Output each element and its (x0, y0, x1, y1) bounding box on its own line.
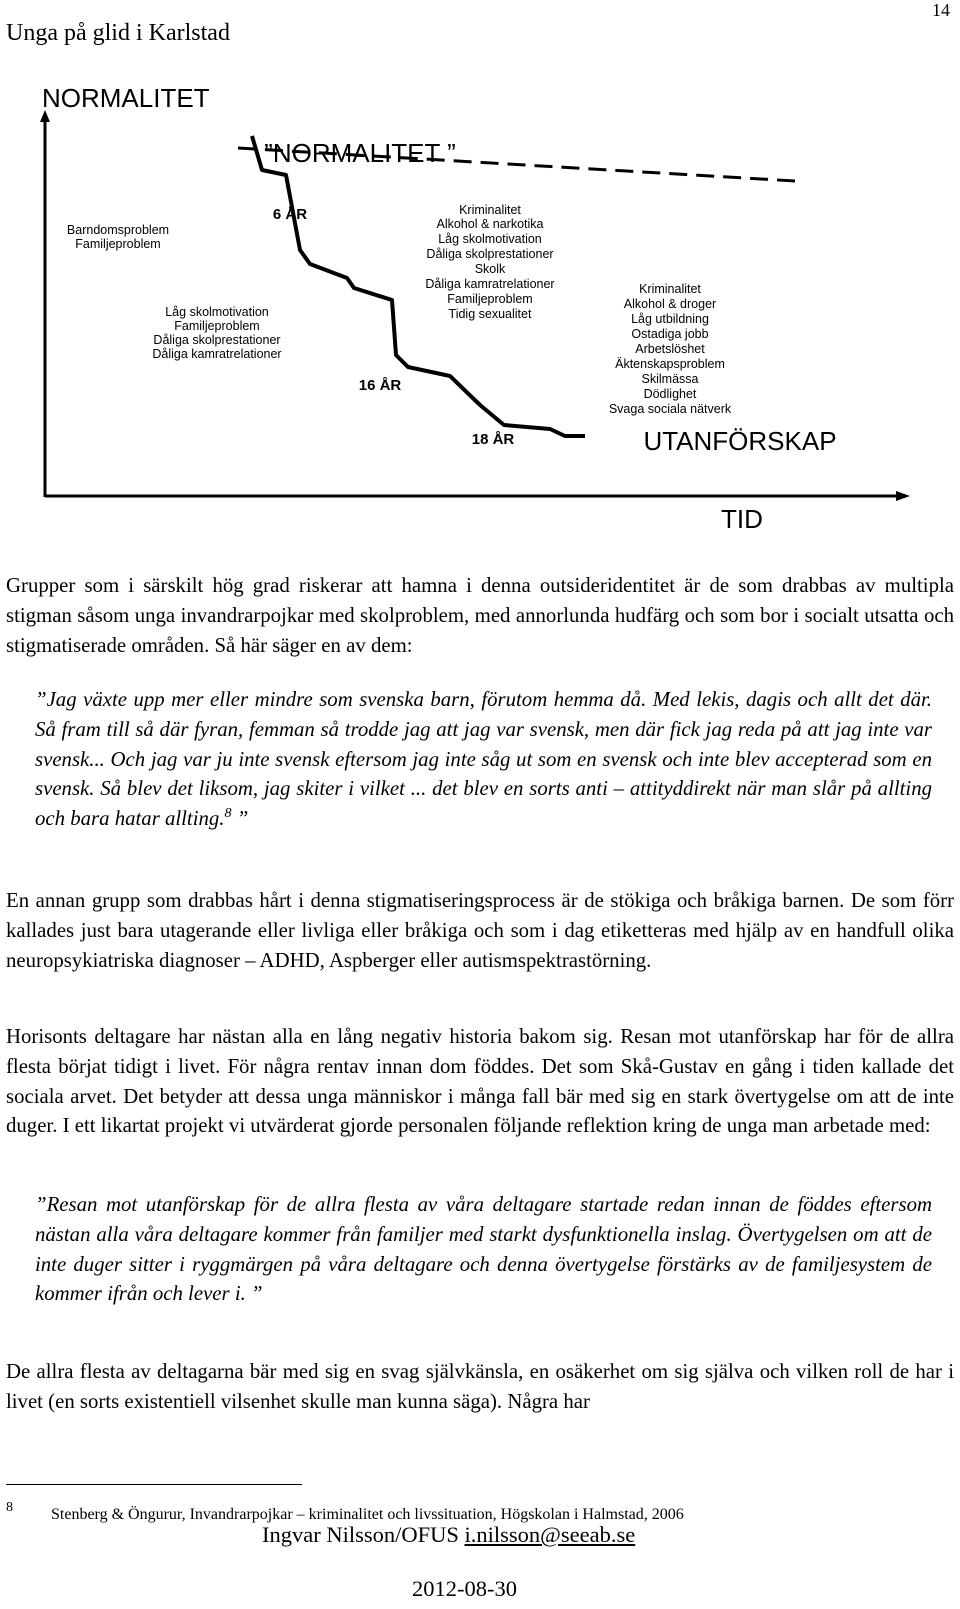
footnote-number: 8 (6, 1500, 13, 1515)
age6-problem: Dåliga kamratrelationer (152, 347, 282, 361)
utanforskap-label: UTANFÖRSKAP (643, 426, 837, 456)
inner-normality-label: ”NORMALITET ” (264, 138, 456, 168)
adult-problem: Ostadiga jobb (631, 327, 709, 341)
quote-staff-reflection: ”Resan mot utanförskap för de allra flesta av våra deltagare startade redan innan de föddes eftersom nästan alla våra deltagare kommer från familjer med starkt dysfunktionella inslag. Övertygelsen om att de inte duger sitter i ryggmärgen på våra deltagare och denna övertygelse förstärks av de familjesystem de kommer ifrån och lever i. ” (35, 1193, 932, 1306)
age16-problem: Tidig sexualitet (448, 307, 532, 321)
adult-problem: Alkohol & droger (623, 297, 717, 311)
paragraph-multiple-stigma: Grupper som i särskilt hög grad riskerar att hamna i denna outsideridentitet är de som drabbas av multipla stigman såsom unga invandrarpojkar med skolproblem, med annorlunda hudfärg och som bor i socialt utsatta och stigmatiserade områden. Så här säger en av dem: (6, 574, 954, 657)
age16-problems-list (425, 203, 554, 321)
footnote-separator (6, 1484, 302, 1485)
age-18-label: 18 ÅR (471, 431, 515, 448)
page-number: 14 (932, 0, 950, 20)
age6-problem: Låg skolmotivation (165, 305, 269, 319)
normality-exclusion-diagram (30, 80, 910, 560)
x-axis-arrow (896, 491, 910, 501)
age16-problem: Familjeproblem (447, 292, 533, 306)
footer-date: 2012-08-30 (412, 1576, 517, 1601)
age16-problem: Kriminalitet (459, 203, 521, 217)
document-header-title: Unga på glid i Karlstad (6, 20, 230, 46)
paragraph-restless-children: En annan grupp som drabbas hårt i denna stigmatiseringsprocess är de stökiga och bråkiga barnen. De som förr kallades just bara utagerande eller livliga eller bråkiga och som i dag etiketteras med hjälp av en handfull olika neuropsykiatriska diagnoser – ADHD, Aspberger eller autismspektrastörning. (6, 889, 954, 972)
age16-problem: Dåliga skolprestationer (426, 247, 554, 261)
outer-normality-label: NORMALITET (42, 83, 210, 113)
age6-problem: Dåliga skolprestationer (153, 333, 281, 347)
early-problem: Barndomsproblem (66, 223, 170, 237)
adult-problem: Svaga sociala nätverk (608, 402, 732, 416)
time-axis-label: TID (721, 504, 763, 534)
adult-problem: Arbetslöshet (635, 342, 705, 356)
age6-problems-list (152, 305, 281, 361)
age16-problem: Skolk (474, 262, 506, 276)
age-16-label: 16 ÅR (358, 377, 402, 394)
early-problems-list (67, 223, 169, 251)
early-problem: Familjeproblem (75, 237, 161, 251)
footer-email-link[interactable]: i.nilsson@seeab.se (464, 1522, 636, 1547)
adult-problem: Skilmässa (641, 372, 699, 386)
age16-problem: Dåliga kamratrelationer (425, 277, 555, 291)
age16-problem: Alkohol & narkotika (436, 217, 544, 231)
footnote-ref-8[interactable]: 8 (224, 806, 232, 822)
adult-problem: Dödlighet (643, 387, 697, 401)
paragraph-horisont-participants: Horisonts deltagare har nästan alla en lång negativ historia bakom sig. Resan mot utanförskap har för de allra flesta börjat tidigt i livet. För några rentav innan dom föddes. Det som Skå-Gustav en gång i tiden kallade det sociala arvet. Det betyder att dessa unga människor i många fall bär med sig en stark övertygelse om att de inte duger. I ett likartat projekt vi utvärderat gjorde personalen följande reflektion kring de unga man arbetade med: (6, 1025, 954, 1138)
footer-author (262, 1522, 635, 1548)
age6-problem: Familjeproblem (174, 319, 260, 333)
adult-problem: Kriminalitet (639, 282, 701, 296)
footer-author-name: Ingvar Nilsson/OFUS (262, 1522, 465, 1547)
adult-problem: Låg utbildning (631, 312, 709, 326)
footnote-text: Stenberg & Öngurur, Invandrarpojkar – kriminalitet och livssituation, Högskolan i Halmstad, 2006 (51, 1506, 684, 1523)
adult-problems-list (609, 282, 732, 416)
age16-problem: Låg skolmotivation (438, 232, 542, 246)
adult-problem: Äktenskapsproblem (615, 357, 725, 371)
quote-young-man: ”Jag växte upp mer eller mindre som svenska barn, förutom hemma då. Med lekis, dagis och allt det där. Så fram till så där fyran, femman så trodde jag att jag var svensk, men där fick jag reda på att jag inte var svensk... Och jag var ju inte svensk eftersom jag inte såg ut som en svensk och inte blev accepterad som en svensk. Så blev det liksom, jag skiter i vilket ... det blev en sorts anti – attityddirekt när man slår på allting och bara hatar allting.$^8$ ” (35, 688, 932, 831)
paragraph-self-esteem: De allra flesta av deltagarna bär med sig en svag självkänsla, en osäkerhet om sig själva och vilken roll de har i livet (en sorts existentiell vilsenhet skulle man kunna säga). Några har (6, 1360, 954, 1413)
age-6-label: 6 ÅR (272, 206, 308, 223)
